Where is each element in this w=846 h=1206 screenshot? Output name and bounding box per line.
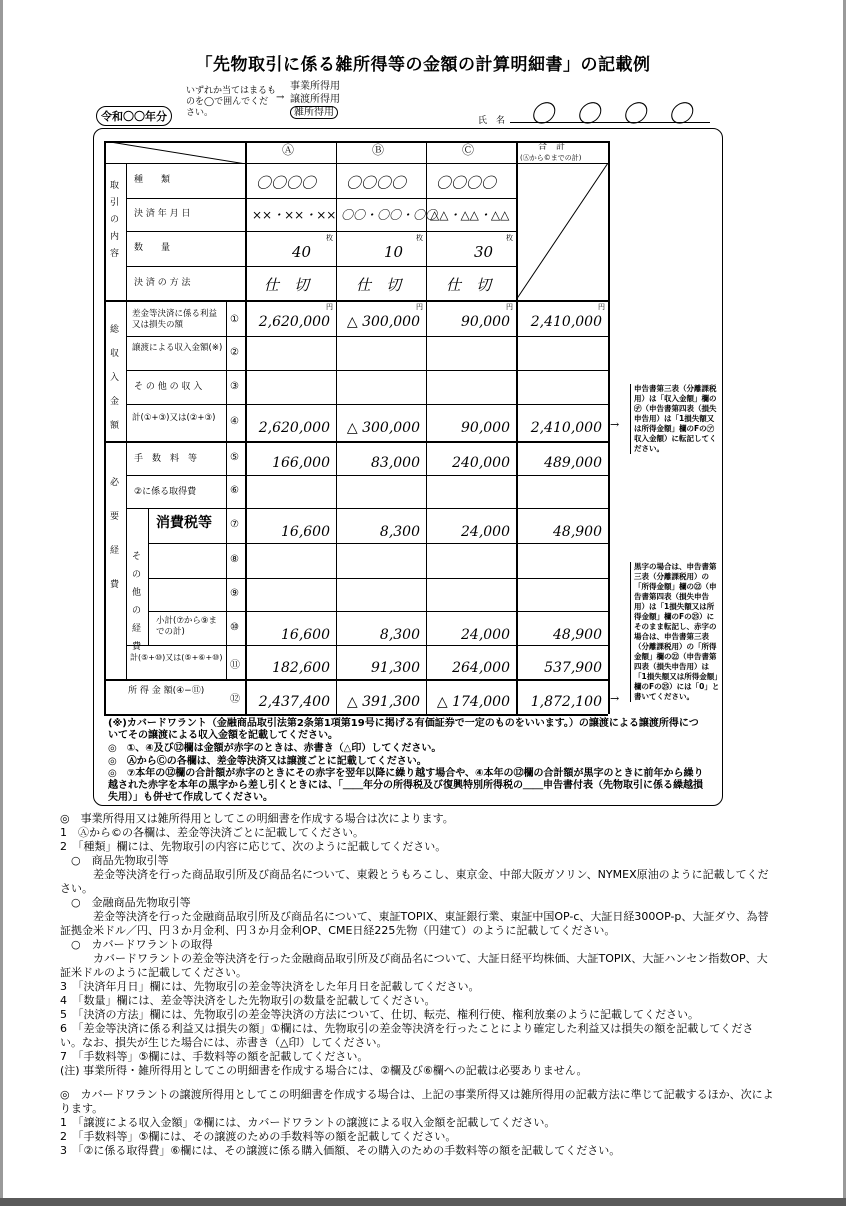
unit-mai: 枚 bbox=[416, 234, 423, 242]
instruction-line: 1 「譲渡による収入金額」②欄には、カバードワラントの譲渡による収入金額を記載してください。 bbox=[60, 1116, 556, 1129]
unit-en: 円 bbox=[506, 303, 513, 311]
group-torihiki: 取引の内容 bbox=[110, 181, 120, 259]
row-label-11: 計(⑤+⑩)又は(⑤+⑥+⑩) bbox=[130, 653, 223, 662]
circle-instruction: いずれか当てはまるものを◯で囲んでください。 bbox=[186, 86, 277, 118]
cell-b-kind: 〇〇〇〇 bbox=[346, 174, 407, 192]
instruction-line: 2 「種類」欄には、先物取引の内容に応じて、次のように記載してください。 bbox=[60, 840, 447, 853]
instruction-line: 5 「決済の方法」欄には、先物取引の差金等決済の方法について、仕切、転売、権利行使、権利放棄のように記載してください。 bbox=[60, 1008, 700, 1021]
row-label-10: 小計(⑦から⑨までの計) bbox=[156, 616, 218, 637]
cell-t-5: 489,000 bbox=[544, 455, 602, 471]
cell-t-10: 48,900 bbox=[553, 627, 602, 643]
circnum-4: ④ bbox=[230, 416, 239, 427]
row-label-4: 計(①+③)又は(②+③) bbox=[132, 413, 216, 423]
circnum-5: ⑤ bbox=[230, 452, 239, 463]
cell-c-qty: 30 bbox=[474, 243, 494, 261]
cell-a-12: 2,437,400 bbox=[258, 694, 330, 710]
instruction-line: ◎ 事業所得用又は雑所得用としてこの明細書を作成する場合は次によります。 bbox=[60, 812, 454, 825]
side-note-income: 黒字の場合は、申告書第三表（分離課税用）の「所得金額」欄の㉒（申告書第四表（損失申告用）は「1損失額又は所得金額」欄のFの㉕）にそのまま転記し、赤字の場合は、申告書第三表（分離課税用）の「所得金額」欄の㉒（申告書第四表（損失申告用）は「1損失額又は所得金額」欄のFの㉕）には「0」と書いてください。 bbox=[630, 562, 720, 702]
cell-c-10: 24,000 bbox=[461, 627, 510, 643]
row-label-7: 消費税等 bbox=[156, 515, 212, 531]
cell-a-11: 182,600 bbox=[272, 660, 330, 676]
cell-t-4: 2,410,000 bbox=[530, 420, 602, 436]
cell-b-11: 91,300 bbox=[371, 660, 420, 676]
cell-c-kind: 〇〇〇〇 bbox=[436, 174, 497, 192]
cell-a-1: 2,620,000 bbox=[258, 314, 330, 330]
header-diagonal bbox=[104, 141, 246, 164]
side-note-revenue: 申告書第三表（分離課税用）は「収入金額」欄の㋠（申告書第四表（損失申告用）は「1損失額又は所得金額」欄のFの㋐収入金額）に転記してください。 bbox=[630, 384, 720, 454]
cell-b-10: 8,300 bbox=[379, 627, 420, 643]
cell-t-12: 1,872,100 bbox=[530, 694, 602, 710]
cell-t-7: 48,900 bbox=[553, 524, 602, 540]
cell-c-7: 24,000 bbox=[461, 524, 510, 540]
cell-a-10: 16,600 bbox=[281, 627, 330, 643]
cell-c-11: 264,000 bbox=[452, 660, 510, 676]
reiwa-year: 令和〇〇年分 bbox=[96, 106, 172, 126]
row-label-kind: 種 類 bbox=[134, 175, 171, 185]
unit-en: 円 bbox=[598, 303, 605, 311]
circnum-2: ② bbox=[230, 347, 239, 358]
cell-a-4: 2,620,000 bbox=[258, 420, 330, 436]
cell-b-1: △ 300,000 bbox=[346, 314, 420, 330]
row-label-5: 手 数 料 等 bbox=[134, 454, 198, 464]
row-label-12: 所 得 金 額(④−⑪) bbox=[128, 686, 205, 696]
instruction-line: 6 「差金等決済に係る利益又は損失の額」①欄には、先物取引の差金等決済を行ったことにより確定した利益又は損失の額を記載してください。なお、損失が生じた場合には、赤書き（△印）してください。 bbox=[60, 1022, 754, 1049]
cell-c-date: △△・△△・△△ bbox=[430, 208, 510, 222]
cell-a-date: ××・××・×× bbox=[252, 208, 337, 222]
col-header-total-sub: (Ⓐから©までの計) bbox=[520, 154, 582, 162]
type-misc: 雑所得用 bbox=[290, 106, 338, 119]
instruction-line: カバードワラントの差金等決済を行った金融商品取引所及び商品名について、大証日経平均株価、大証TOPIX、大証ハンセン指数OP、大証米ドルのように記載してください。 bbox=[60, 952, 768, 979]
arrow-right-icon: → bbox=[610, 692, 620, 705]
cell-b-12: △ 391,300 bbox=[346, 694, 420, 710]
cell-b-qty: 10 bbox=[384, 243, 404, 261]
circnum-6: ⑥ bbox=[230, 485, 239, 496]
col-header-total: 合 計 bbox=[538, 142, 566, 152]
box-note-3: ◎ ⒶからⒸの各欄は、差金等決済又は譲渡ごとに記載してください。 bbox=[108, 756, 427, 767]
type-business: 事業所得用 bbox=[290, 81, 340, 92]
unit-mai: 枚 bbox=[506, 234, 513, 242]
row-label-date: 決 済 年 月 日 bbox=[134, 209, 191, 219]
circnum-9: ⑨ bbox=[230, 588, 239, 599]
instruction-line: 1 Ⓐから©の各欄は、差金等決済ごとに記載してください。 bbox=[60, 826, 364, 839]
cell-c-12: △ 174,000 bbox=[436, 694, 510, 710]
group-sonota: その他の経費 bbox=[132, 552, 142, 652]
arrow-right-icon: → bbox=[610, 418, 620, 431]
cell-b-4: △ 300,000 bbox=[346, 420, 420, 436]
instruction-line: (注) 事業所得・雑所得用としてこの明細書を作成する場合には、②欄及び⑥欄への記載は必要ありません。 bbox=[60, 1064, 588, 1077]
row-label-1: 差金等決済に係る利益又は損失の額 bbox=[132, 309, 218, 330]
cell-t-11: 537,900 bbox=[544, 660, 602, 676]
instruction-line: 差金等決済を行った金融商品取引所及び商品名について、東証TOPIX、東証銀行業、東証中国OP-c、大証日経300OP-p、大証ダウ、為替証拠金米ドル／円、円３か月金利、円３か月金利OP、CME日経225先物（円建て）のように記載してください。 bbox=[60, 910, 769, 937]
row-label-method: 決 済 の 方 法 bbox=[134, 278, 191, 288]
col-header-b: Ⓑ bbox=[372, 143, 385, 157]
cell-t-1: 2,410,000 bbox=[530, 314, 602, 330]
total-diagonal bbox=[516, 163, 608, 300]
unit-en: 円 bbox=[416, 303, 423, 311]
cell-c-5: 240,000 bbox=[452, 455, 510, 471]
name-value: 〇〇〇〇 bbox=[530, 100, 714, 128]
unit-mai: 枚 bbox=[326, 234, 333, 242]
cell-a-7: 16,600 bbox=[281, 524, 330, 540]
instruction-line: 4 「数量」欄には、差金等決済をした先物取引の数量を記載してください。 bbox=[60, 994, 436, 1007]
cell-a-qty: 40 bbox=[292, 243, 312, 261]
cell-b-5: 83,000 bbox=[371, 455, 420, 471]
cell-a-method: 仕 切 bbox=[264, 276, 310, 294]
col-header-a: Ⓐ bbox=[282, 143, 295, 157]
unit-en: 円 bbox=[326, 303, 333, 311]
group-sou: 総収入金額 bbox=[110, 325, 120, 431]
cell-b-date: 〇〇・〇〇・〇〇 bbox=[341, 208, 438, 222]
cell-b-7: 8,300 bbox=[379, 524, 420, 540]
circnum-7: ⑦ bbox=[230, 519, 239, 530]
instruction-line: 差金等決済を行った商品取引所及び商品名について、東穀とうもろこし、東京金、中部大阪ガソリン、NYMEX原油のように記載してください。 bbox=[60, 868, 769, 895]
cell-c-4: 90,000 bbox=[461, 420, 510, 436]
instruction-line: ◎ カバードワラントの譲渡所得用としてこの明細書を作成する場合は、上記の事業所得又は雑所得用の記載方法に準じて記載するほか、次によります。 bbox=[60, 1088, 774, 1115]
circnum-8: ⑧ bbox=[230, 554, 239, 565]
page-title: 「先物取引に係る雑所得等の金額の計算明細書」の記載例 bbox=[195, 55, 651, 75]
row-label-3: そ の 他 の 収 入 bbox=[134, 382, 203, 392]
group-hitsuyou: 必要経費 bbox=[110, 478, 120, 590]
cell-a-5: 166,000 bbox=[272, 455, 330, 471]
row-label-6: ②に係る取得費 bbox=[134, 487, 197, 497]
type-options bbox=[290, 80, 340, 119]
name-label: 氏 名 bbox=[478, 116, 506, 126]
circnum-1: ① bbox=[230, 314, 239, 325]
instruction-line: 3 「決済年月日」欄には、先物取引の差金等決済をした年月日を記載してください。 bbox=[60, 980, 480, 993]
box-note-2: ◎ ①、④及び⑫欄は金額が赤字のときは、赤書き（△印）してください。 bbox=[108, 743, 442, 754]
row-label-2: 譲渡による収入金額(※) bbox=[132, 343, 223, 353]
instruction-line: 7 「手数料等」⑤欄には、手数料等の額を記載してください。 bbox=[60, 1050, 369, 1063]
circnum-3: ③ bbox=[230, 381, 239, 392]
box-note-4: ◎ ⑦本年の⑫欄の合計額が赤字のときにその赤字を翌年以降に繰り越す場合や、④本年の⑫欄の合計額が黒字のときに前年から繰り越された赤字を本年の黒字から差し引くときには、「＿＿年分の所得税及び復興特別所得税の＿＿申告書付表（先物取引に係る繰越損失用）」も併せて作成してください。 bbox=[108, 768, 704, 803]
row-label-qty: 数 量 bbox=[134, 243, 171, 253]
instruction-line: 3 「②に係る取得費」⑥欄には、その譲渡に係る購入価額、その購入のための手数料等の額を記載してください。 bbox=[60, 1144, 621, 1157]
type-transfer: 譲渡所得用 bbox=[290, 94, 340, 105]
instruction-line: ○ 金融商品先物取引等 bbox=[60, 896, 191, 909]
box-note-1: (※)カバードワラント（金融商品取引法第2条第1項第19号に掲げる有価証券で一定のものをいいます。）の譲渡による譲渡所得についてその譲渡による収入金額を記載してください。 bbox=[108, 718, 699, 741]
arrow-icon: → bbox=[276, 92, 285, 103]
instruction-line: 2 「手数料等」⑤欄には、その譲渡のための手数料等の額を記載してください。 bbox=[60, 1130, 457, 1143]
spacer bbox=[60, 1078, 775, 1088]
cell-a-kind: 〇〇〇〇 bbox=[256, 174, 317, 192]
cell-c-1: 90,000 bbox=[461, 314, 510, 330]
instruction-line: ○ カバードワラントの取得 bbox=[60, 938, 213, 951]
instruction-line: ○ 商品先物取引等 bbox=[60, 854, 169, 867]
circnum-10: ⑩ bbox=[230, 622, 239, 633]
instructions bbox=[60, 812, 775, 1158]
circnum-11: ⑪ bbox=[230, 660, 240, 671]
circnum-12: ⑫ bbox=[230, 694, 240, 705]
cell-b-method: 仕 切 bbox=[356, 276, 402, 294]
col-header-c: Ⓒ bbox=[462, 143, 475, 157]
cell-c-method: 仕 切 bbox=[446, 276, 492, 294]
